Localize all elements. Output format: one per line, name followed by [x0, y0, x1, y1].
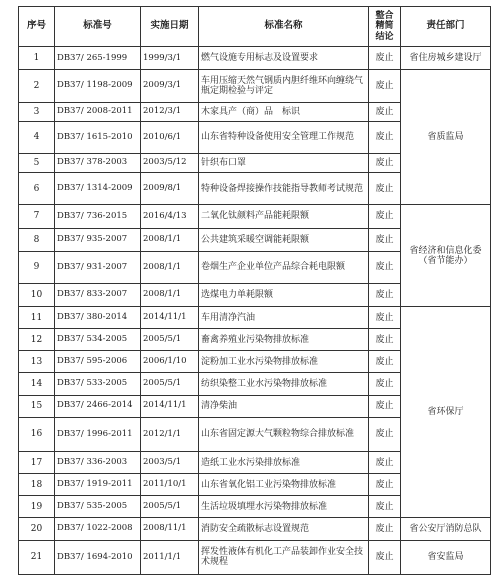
cell-date: 2014/11/1	[141, 307, 199, 329]
cell-date: 2012/1/1	[141, 417, 199, 451]
cell-seq: 11	[19, 307, 55, 329]
cell-code: DB37/ 833-2007	[55, 283, 141, 306]
cell-code: DB37/ 1694-2010	[55, 540, 141, 574]
table-row	[19, 70, 491, 102]
cell-conclusion: 废止	[369, 283, 401, 306]
cell-code: DB37/ 2466-2014	[55, 395, 141, 417]
cell-conclusion: 废止	[369, 395, 401, 417]
cell-code: DB37/ 533-2005	[55, 373, 141, 395]
cell-conclusion: 废止	[369, 329, 401, 351]
cell-name: 山东省特种设备使用安全管理工作规范	[199, 121, 369, 153]
cell-name: 畜禽养殖业污染物排放标准	[199, 329, 369, 351]
cell-seq: 2	[19, 70, 55, 102]
cell-name: 木家具产（商）品 标识	[199, 102, 369, 121]
cell-date: 2008/1/1	[141, 228, 199, 251]
cell-name: 消防安全疏散标志设置规范	[199, 518, 369, 540]
cell-seq: 4	[19, 121, 55, 153]
cell-conclusion: 废止	[369, 154, 401, 173]
cell-name: 挥发性液体有机化工产品装卸作业安全技术规程	[199, 540, 369, 574]
cell-date: 2008/11/1	[141, 518, 199, 540]
cell-code: DB37/ 378-2003	[55, 154, 141, 173]
cell-name: 选煤电力单耗限额	[199, 283, 369, 306]
header-seq: 序号	[19, 7, 55, 47]
cell-name: 造纸工业水污染排放标准	[199, 451, 369, 473]
cell-code: DB37/ 931-2007	[55, 251, 141, 283]
table-row	[19, 307, 491, 329]
cell-code: DB37/ 1919-2011	[55, 474, 141, 496]
cell-dept: 省质监局	[401, 70, 491, 205]
cell-conclusion: 废止	[369, 70, 401, 102]
cell-date: 2016/4/13	[141, 205, 199, 228]
cell-date: 2010/6/1	[141, 121, 199, 153]
cell-conclusion: 废止	[369, 121, 401, 153]
table-row	[19, 47, 491, 70]
cell-seq: 16	[19, 417, 55, 451]
cell-conclusion: 废止	[369, 351, 401, 373]
cell-name: 车用压缩天然气钢质内胆纤维环向缠绕气瓶定期检验与评定	[199, 70, 369, 102]
cell-name: 山东省氧化铝工业污染物排放标准	[199, 474, 369, 496]
cell-code: DB37/ 1022-2008	[55, 518, 141, 540]
cell-code: DB37/ 265-1999	[55, 47, 141, 70]
cell-date: 2005/5/1	[141, 329, 199, 351]
cell-date: 2011/1/1	[141, 540, 199, 574]
cell-seq: 13	[19, 351, 55, 373]
cell-code: DB37/ 1314-2009	[55, 173, 141, 205]
cell-code: DB37/ 2008-2011	[55, 102, 141, 121]
cell-seq: 17	[19, 451, 55, 473]
cell-date: 2009/8/1	[141, 173, 199, 205]
table-row	[19, 205, 491, 228]
cell-conclusion: 废止	[369, 474, 401, 496]
cell-date: 2006/1/10	[141, 351, 199, 373]
cell-date: 1999/3/1	[141, 47, 199, 70]
cell-seq: 8	[19, 228, 55, 251]
cell-name: 山东省固定源大气颗粒物综合排放标准	[199, 417, 369, 451]
header-code: 标准号	[55, 7, 141, 47]
cell-seq: 18	[19, 474, 55, 496]
cell-conclusion: 废止	[369, 47, 401, 70]
cell-dept: 省环保厅	[401, 307, 491, 518]
cell-conclusion: 废止	[369, 205, 401, 228]
cell-dept: 省安监局	[401, 540, 491, 574]
cell-name: 燃气设施专用标志及设置要求	[199, 47, 369, 70]
cell-code: DB37/ 595-2006	[55, 351, 141, 373]
cell-date: 2014/11/1	[141, 395, 199, 417]
cell-conclusion: 废止	[369, 102, 401, 121]
cell-code: DB37/ 935-2007	[55, 228, 141, 251]
cell-code: DB37/ 1996-2011	[55, 417, 141, 451]
cell-conclusion: 废止	[369, 373, 401, 395]
cell-conclusion: 废止	[369, 251, 401, 283]
standards-table	[18, 6, 491, 575]
cell-seq: 12	[19, 329, 55, 351]
cell-date: 2011/10/1	[141, 474, 199, 496]
cell-name: 车用清净汽油	[199, 307, 369, 329]
cell-seq: 6	[19, 173, 55, 205]
cell-conclusion: 废止	[369, 417, 401, 451]
cell-name: 纺织染整工业水污染物排放标准	[199, 373, 369, 395]
cell-code: DB37/ 380-2014	[55, 307, 141, 329]
cell-code: DB37/ 1615-2010	[55, 121, 141, 153]
cell-dept: 省公安厅消防总队	[401, 518, 491, 540]
cell-date: 2003/5/12	[141, 154, 199, 173]
header-date: 实施日期	[141, 7, 199, 47]
cell-code: DB37/ 535-2005	[55, 496, 141, 518]
cell-dept: 省经济和信息化委（省节能办）	[401, 205, 491, 307]
cell-seq: 1	[19, 47, 55, 70]
cell-conclusion: 废止	[369, 540, 401, 574]
cell-code: DB37/ 534-2005	[55, 329, 141, 351]
header-name: 标准名称	[199, 7, 369, 47]
cell-conclusion: 废止	[369, 173, 401, 205]
cell-code: DB37/ 1198-2009	[55, 70, 141, 102]
cell-date: 2005/5/1	[141, 496, 199, 518]
table-row	[19, 540, 491, 574]
cell-name: 公共建筑采暖空调能耗限额	[199, 228, 369, 251]
cell-code: DB37/ 336-2003	[55, 451, 141, 473]
cell-seq: 19	[19, 496, 55, 518]
cell-seq: 5	[19, 154, 55, 173]
cell-seq: 21	[19, 540, 55, 574]
header-conclusion: 整合 精简 结论	[369, 7, 401, 47]
cell-date: 2008/1/1	[141, 283, 199, 306]
cell-date: 2008/1/1	[141, 251, 199, 283]
cell-conclusion: 废止	[369, 307, 401, 329]
cell-name: 生活垃圾填埋水污染物排放标准	[199, 496, 369, 518]
cell-name: 清净柴油	[199, 395, 369, 417]
table-row	[19, 518, 491, 540]
cell-name: 特种设备焊接操作技能指导教师考试规范	[199, 173, 369, 205]
header-dept: 责任部门	[401, 7, 491, 47]
cell-conclusion: 废止	[369, 228, 401, 251]
cell-seq: 14	[19, 373, 55, 395]
cell-seq: 3	[19, 102, 55, 121]
cell-conclusion: 废止	[369, 518, 401, 540]
cell-seq: 9	[19, 251, 55, 283]
cell-date: 2005/5/1	[141, 373, 199, 395]
cell-date: 2003/5/1	[141, 451, 199, 473]
cell-date: 2009/3/1	[141, 70, 199, 102]
header-row	[19, 7, 491, 47]
cell-name: 二氧化钛颜料产品能耗限额	[199, 205, 369, 228]
cell-seq: 20	[19, 518, 55, 540]
cell-code: DB37/ 736-2015	[55, 205, 141, 228]
cell-seq: 7	[19, 205, 55, 228]
cell-name: 卷烟生产企业单位产品综合耗电限额	[199, 251, 369, 283]
cell-seq: 15	[19, 395, 55, 417]
cell-dept: 省住房城乡建设厅	[401, 47, 491, 70]
cell-seq: 10	[19, 283, 55, 306]
cell-date: 2012/3/1	[141, 102, 199, 121]
cell-name: 淀粉加工业水污染物排放标准	[199, 351, 369, 373]
cell-conclusion: 废止	[369, 451, 401, 473]
cell-name: 针织布口罩	[199, 154, 369, 173]
cell-conclusion: 废止	[369, 496, 401, 518]
